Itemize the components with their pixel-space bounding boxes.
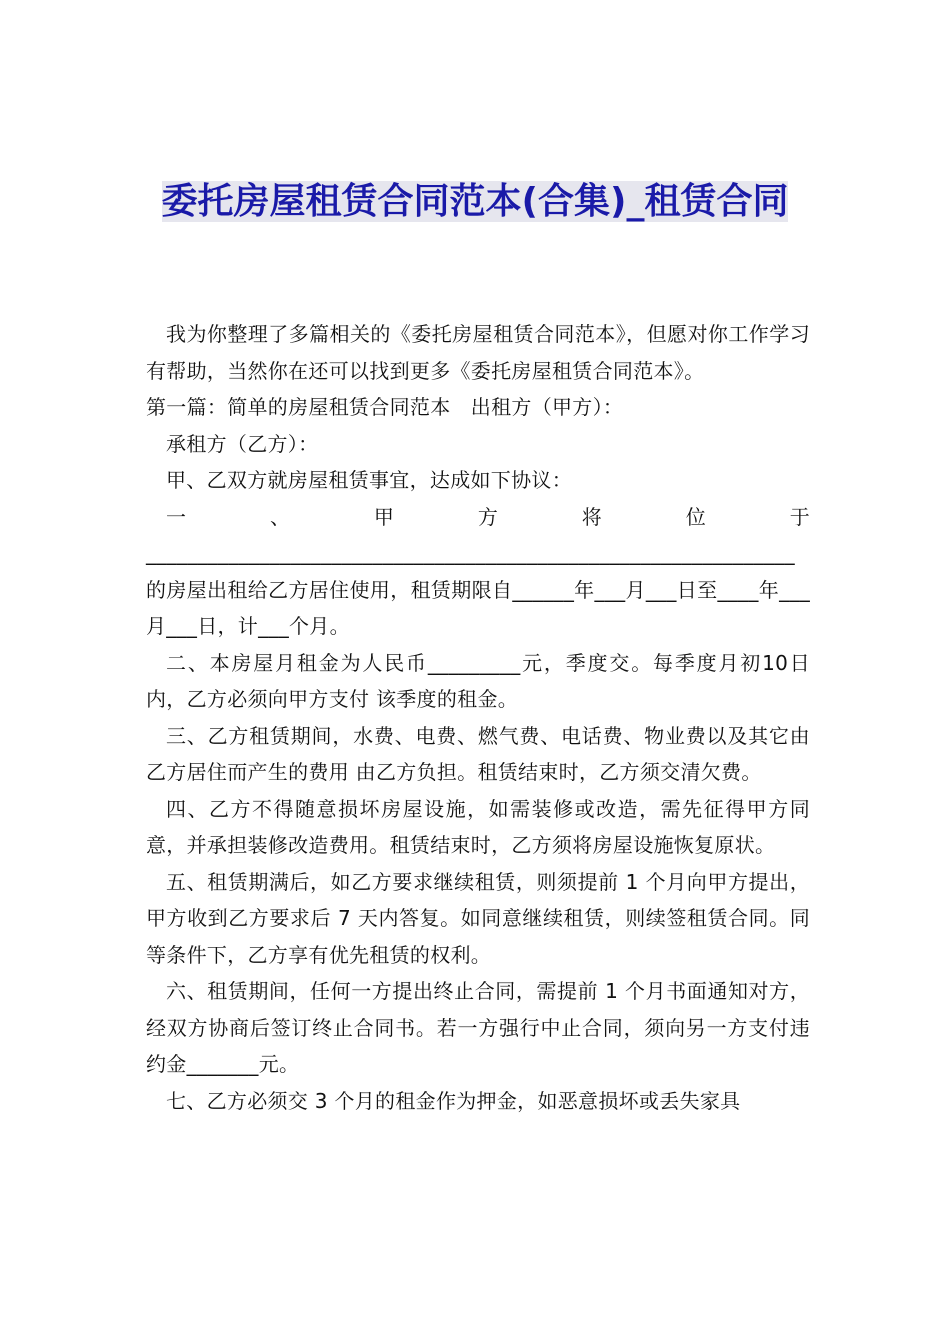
paragraph-clause-6: 六、租赁期间，任何一方提出终止合同，需提前 1 个月书面通知对方，经双方协商后签订终止合同书。若一方强行中止合同，须向另一方支付违约金_______元。 (146, 979, 810, 1076)
paragraph-section-heading: 第一篇：简单的房屋租赁合同范本 出租方（甲方）： (146, 395, 624, 419)
paragraph-clause-1: 一、甲方将位于_______________________________________________________________的房屋出租给乙方居住使用，租赁期限自______年___月___日至____年___月___日，计___个月。 (146, 504, 810, 638)
paragraph-clause-4: 四、乙方不得随意损坏房屋设施，如需装修或改造，需先征得甲方同意，并承担装修改造费用。租赁结束时，乙方须将房屋设施恢复原状。 (146, 796, 810, 857)
document-title (150, 176, 800, 228)
document-body (146, 316, 810, 1119)
paragraph-clause-2: 二、本房屋月租金为人民币_________元，季度交。每季度月初10日内，乙方必须向甲方支付 该季度的租金。 (146, 650, 810, 711)
paragraph-intro: 我为你整理了多篇相关的《委托房屋租赁合同范本》，但愿对你工作学习有帮助，当然你在还可以找到更多《委托房屋租赁合同范本》。 (146, 322, 810, 383)
paragraph-clause-5: 五、租赁期满后，如乙方要求继续租赁，则须提前 1 个月向甲方提出，甲方收到乙方要求后 7 天内答复。如同意继续租赁，则续签租赁合同。同等条件下，乙方享有优先租赁的权利。 (146, 869, 810, 967)
paragraph-lessee: 承租方（乙方）： (166, 431, 319, 456)
document-title-text: 委托房屋租赁合同范本(合集)_租赁合同 (161, 181, 789, 222)
paragraph-clause-7: 七、乙方必须交 3 个月的租金作为押金，如恶意损坏或丢失家具 (166, 1088, 741, 1113)
paragraph-clause-3: 三、乙方租赁期间，水费、电费、燃气费、电话费、物业费以及其它由乙方居住而产生的费用 由乙方负担。租赁结束时，乙方须交清欠费。 (146, 723, 810, 784)
paragraph-agreement: 甲、乙双方就房屋租赁事宜，达成如下协议： (166, 468, 572, 492)
